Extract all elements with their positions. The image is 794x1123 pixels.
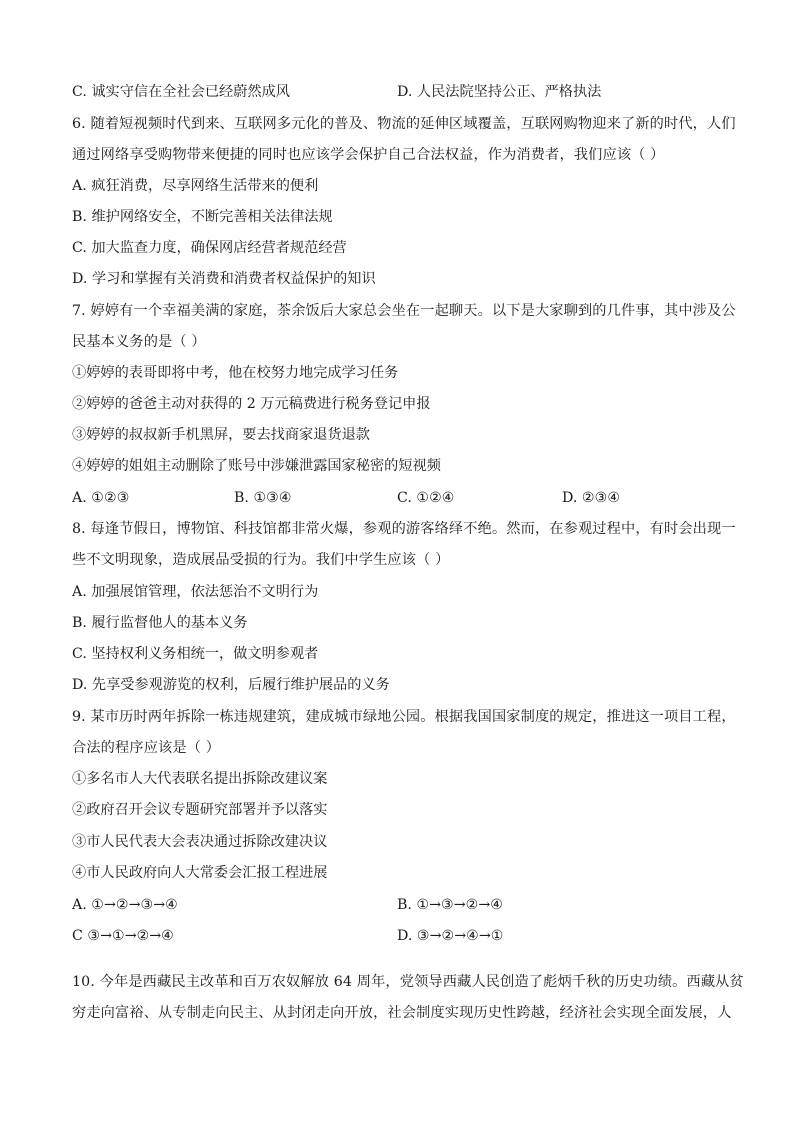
q8-option-c: C. 坚持权利义务相统一，做文明参观者 (72, 646, 319, 662)
q9-stem-line-1: 9. 某市历时两年拆除一栋违规建筑，建成城市绿地公园。根据我国国家制度的规定，推进这一项目工程， (72, 709, 736, 725)
q9-choice-c: C ③→①→②→④ (72, 928, 174, 944)
q10-stem-line-2: 穷走向富裕、从专制走向民主、从封闭走向开放，社会制度实现历史性跨越，经济社会实现全面发展，人 (72, 1005, 732, 1021)
q7-choice-d: D. ②③④ (562, 490, 621, 506)
q6-option-c: C. 加大监查力度，确保网店经营者规范经营 (72, 240, 347, 256)
q8-stem-line-1: 8. 每逢节假日，博物馆、科技馆都非常火爆，参观的游客络绎不绝。然而，在参观过程中，有时会出现一 (72, 521, 736, 537)
q9-item-3: ③市人民代表大会表决通过拆除改建决议 (72, 834, 328, 850)
q7-item-3: ③婷婷的叔叔新手机黑屏，要去找商家退货退款 (72, 427, 370, 443)
q7-choices-row (72, 488, 752, 508)
q9-choices-row-2 (72, 926, 752, 946)
q6-option-b: B. 维护网络安全，不断完善相关法律法规 (72, 209, 333, 225)
q9-choice-a: A. ①→②→③→④ (72, 897, 178, 913)
q9-stem-line-2: 合法的程序应该是（ ） (72, 740, 221, 756)
q9-item-1: ①多名市人大代表联名提出拆除改建议案 (72, 771, 328, 787)
q7-choice-a: A. ①②③ (72, 490, 130, 506)
q6-option-d: D. 学习和掌握有关消费和消费者权益保护的知识 (72, 271, 376, 287)
q7-choice-b: B. ①③④ (234, 490, 292, 506)
q5-options-row (72, 82, 752, 102)
q8-option-b: B. 履行监督他人的基本义务 (72, 615, 248, 631)
q7-item-1: ①婷婷的表哥即将中考，他在校努力地完成学习任务 (72, 365, 399, 381)
q8-option-a: A. 加强展馆管理，依法惩治不文明行为 (72, 584, 319, 600)
q8-stem-line-2: 些不文明现象，造成展品受损的行为。我们中学生应该（ ） (72, 552, 450, 568)
q9-choice-d: D. ③→②→④→① (397, 928, 504, 944)
q10-stem-line-1: 10. 今年是西藏民主改革和百万农奴解放 64 周年，党领导西藏人民创造了彪炳千秋的历史功绩。西藏从贫 (72, 974, 744, 990)
q7-stem-line-1: 7. 婷婷有一个幸福美满的家庭，茶余饭后大家总会坐在一起聊天。以下是大家聊到的几件事，其中涉及公 (72, 303, 736, 319)
q9-choices-row-1 (72, 895, 752, 915)
q9-item-4: ④市人民政府向人大常委会汇报工程进展 (72, 865, 328, 881)
q5-option-d: D. 人民法院坚持公正、严格执法 (397, 84, 602, 100)
q6-stem-line-1: 6. 随着短视频时代到来、互联网多元化的普及、物流的延伸区域覆盖，互联网购物迎来了新的时代，人们 (72, 116, 736, 132)
q7-stem-line-2: 民基本义务的是（ ） (72, 334, 206, 350)
q8-option-d: D. 先享受参观游览的权利，后履行维护展品的义务 (72, 677, 390, 693)
q9-item-2: ②政府召开会议专题研究部署并予以落实 (72, 802, 328, 818)
q7-item-2: ②婷婷的爸爸主动对获得的 2 万元稿费进行税务登记申报 (72, 396, 431, 412)
q6-stem-line-2: 通过网络享受购物带来便捷的同时也应该学会保护自己合法权益，作为消费者，我们应该（ ） (72, 147, 665, 163)
q9-choice-b: B. ①→③→②→④ (397, 897, 503, 913)
q7-item-4: ④婷婷的姐姐主动删除了账号中涉嫌泄露国家秘密的短视频 (72, 458, 441, 474)
q7-choice-c: C. ①②④ (397, 490, 455, 506)
q6-option-a: A. 疯狂消费，尽享网络生活带来的便利 (72, 178, 319, 194)
q5-option-c: C. 诚实守信在全社会已经蔚然成风 (72, 84, 290, 100)
